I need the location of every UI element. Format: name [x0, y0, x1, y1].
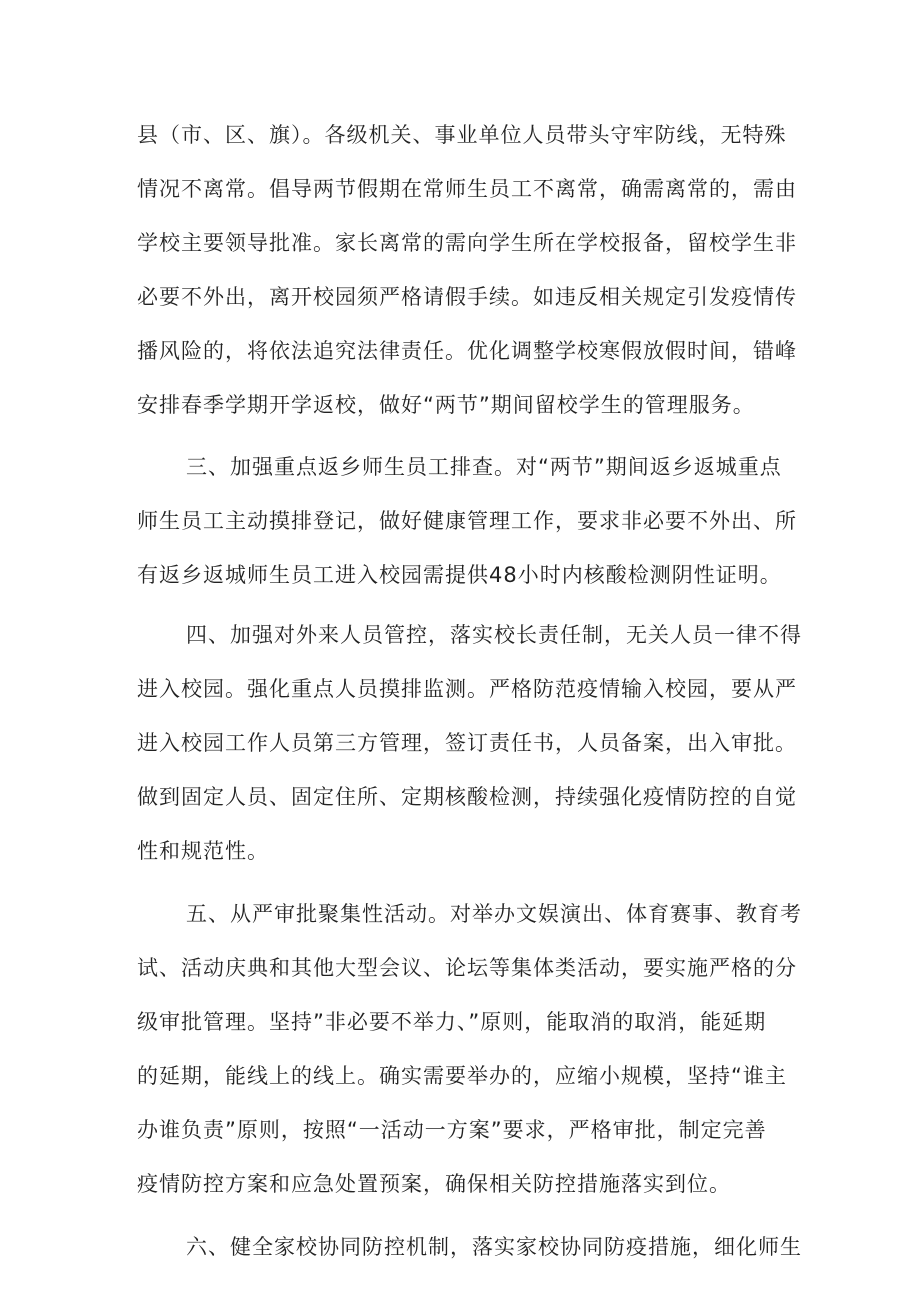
text-line: 三、加强重点返乡师生员工排查。对“两节”期间返乡返城重点 [186, 455, 782, 479]
text-line: 情况不离常。倡导两节假期在常师生员工不离常，确需离常的，需由 [137, 177, 797, 201]
text-line: 六、健全家校协同防控机制，落实家校协同防疫措施，细化师生 [186, 1235, 802, 1259]
text-line: 进入校园。强化重点人员摸排监测。严格防范疫情输入校园，要从严 [137, 677, 797, 701]
text-line: 五、从严审批聚集性活动。对举办文娱演出、体育赛事、教育考 [186, 902, 802, 926]
text-line: 安排春季学期开学返校，做好“两节”期间留校学生的管理服务。 [137, 393, 755, 417]
text-line: 疫情防控方案和应急处置预案，确保相关防控措施落实到位。 [137, 1172, 731, 1196]
text-line: 进入校园工作人员第三方管理，签订责任书，人员备案，出入审批。 [137, 731, 797, 755]
text-line: 有返乡返城师生员工进入校园需提供48小时内核酸检测阴性证明。 [137, 563, 782, 587]
text-line: 播风险的，将依法追究法律责任。优化调整学校寒假放假时间，错峰 [137, 339, 797, 363]
text-line: 性和规范性。 [137, 839, 269, 863]
text-line: 级审批管理。坚持”非必要不举力、”原则，能取消的取消，能延期 [137, 1010, 767, 1034]
text-line: 试、活动庆典和其他大型会议、论坛等集体类活动，要实施严格的分 [137, 956, 797, 980]
text-line: 做到固定人员、固定住所、定期核酸检测，持续强化疫情防控的自觉 [137, 785, 797, 809]
text-line: 四、加强对外来人员管控，落实校长责任制，无关人员一律不得 [186, 623, 802, 647]
text-line: 县（市、区、旗）。各级机关、事业单位人员带头守牢防线，无特殊 [137, 123, 787, 147]
text-line: 的延期，能线上的线上。确实需要举办的，应缩小规模，坚持“谁主 [137, 1064, 787, 1088]
text-line: 必要不外出，离开校园须严格请假手续。如违反相关规定引发疫情传 [137, 285, 797, 309]
text-line: 学校主要领导批准。家长离常的需向学生所在学校报备，留校学生非 [137, 231, 797, 255]
text-line: 办谁负责”原则，按照“一活动一方案”要求，严格审批，制定完善 [137, 1118, 767, 1142]
text-line: 师生员工主动摸排登记，做好健康管理工作，要求非必要不外出、所 [137, 509, 797, 533]
